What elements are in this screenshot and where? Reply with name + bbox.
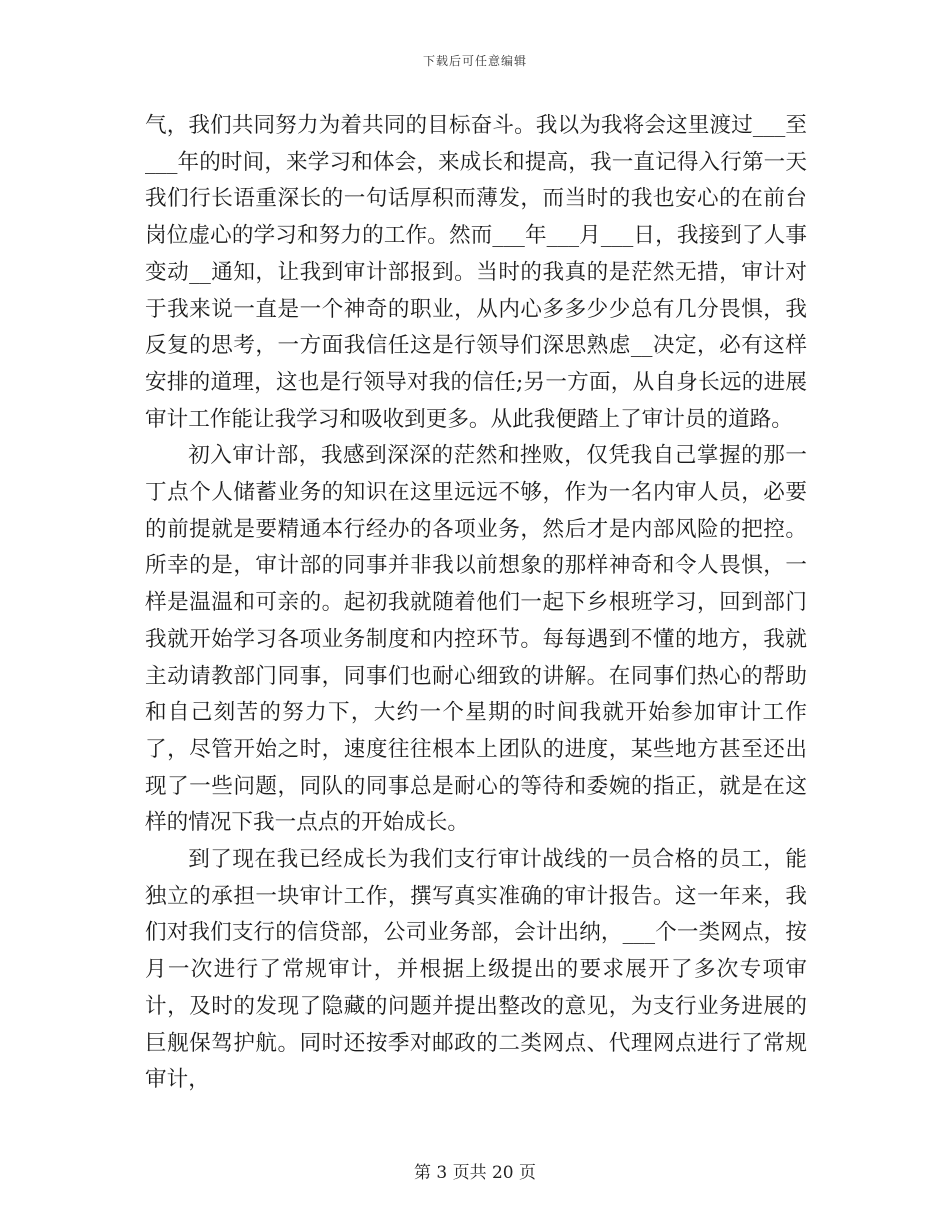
paragraph-2: 初入审计部，我感到深深的茫然和挫败，仅凭我自己掌握的那一丁点个人储蓄业务的知识在这里远远不够，作为一名内审人员，必要的前提就是要精通本行经办的各项业务，然后才是内部风险的把控。所幸的是，审计部的同事并非我以前想象的那样神奇和令人畏惧，一样是温温和可亲的。起初我就随着他们一起下乡根班学习，回到部门我就开始学习各项业务制度和内控环节。每每遇到不懂的地方，我就主动请教部门同事，同事们也耐心细致的讲解。在同事们热心的帮助和自己刻苦的努力下，大约一个星期的时间我就开始参加审计工作了，尽管开始之时，速度往往根本上团队的进度，某些地方甚至还出现了一些问题，同队的同事总是耐心的等待和委婉的指正，就是在这样的情况下我一点点的开始成长。 [145,443,807,836]
document-body [145,108,807,1099]
paragraph-1: 气，我们共同努力为着共同的目标奋斗。我以为我将会这里渡过___至___年的时间，来学习和体会，来成长和提高，我一直记得入行第一天我们行长语重深长的一句话厚积而薄发，而当时的我也安心的在前台岗位虚心的学习和努力的工作。然而___年___月___日，我接到了人事变动__通知，让我到审计部报到。当时的我真的是茫然无措，审计对于我来说一直是一个神奇的职业，从内心多多少少总有几分畏惧，我反复的思考，一方面我信任这是行领导们深思熟虑__决定，必有这样安排的道理，这也是行领导对我的信任;另一方面，从自身长远的进展审计工作能让我学习和吸收到更多。从此我便踏上了审计员的道路。 [145,113,807,432]
paragraph-3: 到了现在我已经成长为我们支行审计战线的一员合格的员工，能独立的承担一块审计工作，撰写真实准确的审计报告。这一年来，我们对我们支行的信贷部，公司业务部，会计出纳，___个一类网点，按月一次进行了常规审计，并根据上级提出的要求展开了多次专项审计，及时的发现了隐藏的问题并提出整改的意见，为支行业务进展的巨舰保驾护航。同时还按季对邮政的二类网点、代理网点进行了常规审计， [145,847,807,1093]
page-number-footer: 第 3 页共 20 页 [413,1163,537,1183]
page-header: 下载后可任意编辑 [422,54,527,68]
